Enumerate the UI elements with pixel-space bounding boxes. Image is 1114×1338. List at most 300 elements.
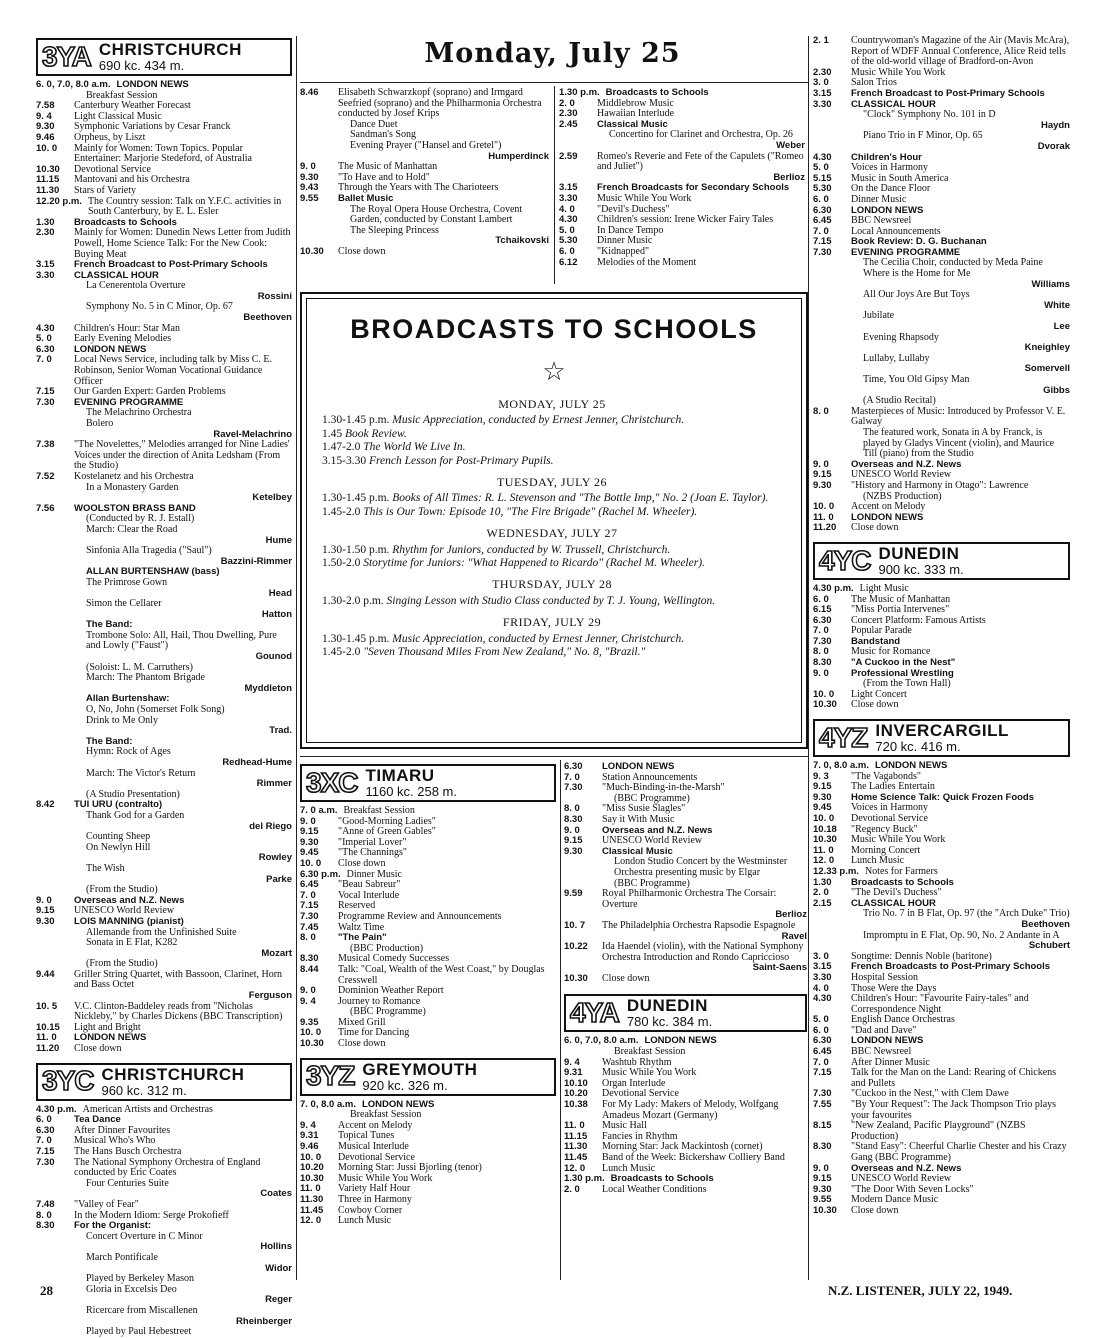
entry-time: 4.30 <box>36 322 55 334</box>
entry-title: Lunch Music <box>338 1215 392 1227</box>
entry-title: "Cuckoo in the Nest," with Clem Dawe <box>851 1088 1009 1100</box>
entry-title: Overseas and N.Z. News <box>602 824 713 836</box>
entry-time: 8. 0 <box>564 803 580 815</box>
entry-time: 3.15 <box>813 961 832 973</box>
entry-composer: Ravel <box>781 930 807 942</box>
entry-title: Counting Sheep <box>86 831 151 843</box>
schools-entry <box>322 455 782 468</box>
entry-title: Journey to Romance <box>338 995 421 1007</box>
listing-entry <box>36 355 292 387</box>
entry-title: The Band: <box>86 735 133 747</box>
entry-title: Breakfast Session <box>86 89 158 101</box>
entry-title: Griller String Quartet, with Bassoon, Clarinet, Horn and Bass Octet <box>74 968 283 991</box>
entry-title: The Wish <box>86 862 125 874</box>
entry-title: UNESCO World Review <box>74 905 175 917</box>
schools-day: THURSDAY, JULY 28 <box>492 577 612 592</box>
entry-title: "Beau Sabreur" <box>338 879 401 891</box>
entry-time: 4.30 <box>813 151 832 163</box>
entry-title: EVENING PROGRAMME <box>74 396 184 408</box>
entry-time: 8. 0 <box>813 646 829 658</box>
entry-composer: Myddleton <box>244 682 292 694</box>
entry-title: Devotional Service <box>74 163 151 175</box>
listing-entry <box>36 186 292 197</box>
entry-title: Close down <box>338 1038 386 1050</box>
entry-title: "A Cuckoo in the Nest" <box>851 657 956 669</box>
entry-title: In the Modern Idiom: Serge Prokofieff <box>74 1209 229 1221</box>
schools-description: The World We Live In. <box>363 441 466 454</box>
entry-title: BBC Newsreel <box>851 215 912 227</box>
entry-title: Evening Rhapsody <box>863 331 939 343</box>
entry-title: Sandman's Song <box>350 129 416 141</box>
schools-entry <box>322 557 782 570</box>
entry-time: 10.18 <box>813 823 837 835</box>
entry-time: 9. 4 <box>300 995 316 1007</box>
schools-time: 1.30-1.45 p.m. <box>322 492 393 505</box>
entry-title: Broadcasts to Schools <box>74 216 177 228</box>
entry-time: 9.15 <box>300 826 319 838</box>
listing-entry <box>559 152 805 173</box>
entry-title: Breakfast Session <box>350 1109 422 1121</box>
entry-title: Melodies of the Moment <box>597 256 697 268</box>
station-4ya <box>564 994 807 1032</box>
entry-time: 9. 0 <box>36 894 52 906</box>
listing-entry <box>564 1153 807 1164</box>
entry-time: 12. 0 <box>813 855 835 867</box>
entry-title: The Sleeping Princess <box>350 224 439 236</box>
entry-time: 10.30 <box>564 972 588 984</box>
entry-title: Music Hall <box>602 1120 647 1132</box>
entry-title: "Stand Easy": Cheerful Charlie Chester and his Crazy Gang (BBC Programme) <box>851 1141 1067 1163</box>
entry-title: "Anne of Green Gables" <box>338 826 436 838</box>
entry-title: Allan Burtenshaw: <box>86 693 170 705</box>
entry-time: 9.45 <box>300 847 319 859</box>
listing-entry <box>813 700 1070 711</box>
listing-entry <box>36 1285 292 1296</box>
entry-title: Devotional Service <box>602 1088 679 1100</box>
listing-entry <box>36 970 292 991</box>
entry-title: LONDON NEWS <box>602 761 675 772</box>
entry-title: Voices in Harmony <box>851 162 929 174</box>
listing-entry <box>564 1047 807 1058</box>
entry-time: 8.30 <box>564 813 583 825</box>
entry-time: 3.30 <box>559 192 578 204</box>
entry-title: Mantovani and his Orchestra <box>74 174 190 186</box>
entry-time: 9.30 <box>813 791 832 803</box>
listing-entry <box>564 794 807 805</box>
entry-title: Programme Review and Announcements <box>338 910 502 922</box>
entry-time: 12. 0 <box>564 1162 586 1174</box>
entry-title: (A Studio Recital) <box>863 395 936 407</box>
entry-time: 8.42 <box>36 799 55 811</box>
entry-title: "Regency Buck" <box>851 823 918 835</box>
entry-title: Bolero <box>86 418 114 429</box>
entry-time: 6.30 p.m. <box>300 868 341 880</box>
entry-time: 7. 0, 8.0 a.m. <box>813 760 869 772</box>
entry-title: The Primrose Gown <box>86 576 168 588</box>
listing-entry <box>36 144 292 165</box>
entry-title: WOOLSTON BRASS BAND <box>74 502 196 514</box>
entry-time: 8. 0 <box>813 405 829 417</box>
entry-time: 9.55 <box>300 192 319 204</box>
entry-title: Hymn: Rock of Ages <box>86 746 171 758</box>
listing-3xc <box>300 806 556 1050</box>
entry-time: 10.30 <box>300 245 324 257</box>
listing-entry <box>813 584 1070 595</box>
entry-time: 2.15 <box>813 897 832 909</box>
entry-title: Played by Berkeley Mason <box>86 1273 195 1285</box>
listing-entry <box>300 88 549 120</box>
page-heading: Monday, July 25 <box>424 38 681 69</box>
entry-title: The Ladies Entertain <box>851 781 935 793</box>
entry-time: 4.30 p.m. <box>813 582 854 594</box>
entry-composer: Rowley <box>258 852 292 864</box>
entry-composer: Berlioz <box>775 909 807 921</box>
entry-time: 9.43 <box>300 182 319 194</box>
listing-entry <box>300 194 549 205</box>
entry-time: 2. 0 <box>559 97 575 109</box>
entry-title: Breakfast Session <box>614 1046 686 1058</box>
listing-entry <box>564 921 807 932</box>
schools-description: French Lesson for Post-Primary Pupils. <box>368 454 554 467</box>
listing-entry <box>564 857 807 878</box>
entry-time: 6.30 <box>813 1035 832 1047</box>
entry-composer: Beethoven <box>1021 918 1070 930</box>
right-column <box>813 36 1070 1280</box>
listing-entry <box>564 815 807 826</box>
entry-composer: Bazzini-Rimmer <box>220 555 292 567</box>
entry-title: Overseas and N.Z. News <box>74 894 185 906</box>
schools-time: 3.15-3.30 <box>322 454 369 467</box>
schools-day: MONDAY, JULY 25 <box>498 397 606 411</box>
entry-time: 7.30 <box>564 782 583 794</box>
entry-title: "The Door With Seven Locks" <box>851 1183 974 1195</box>
entry-time: 7. 0 <box>564 771 580 783</box>
entry-time: 7. 0 <box>36 354 52 366</box>
entry-title: Children's Hour <box>851 151 922 163</box>
entry-time: 8.30 <box>813 657 832 669</box>
station-logo: 4YZ <box>819 721 868 753</box>
listing-entry <box>300 997 556 1008</box>
listing-entry <box>300 933 556 944</box>
entry-title: (BBC Production) <box>350 942 424 954</box>
entry-title: Dinner Music <box>346 868 402 880</box>
listing-entry <box>559 236 805 247</box>
entry-time: 10.30 <box>813 1204 837 1216</box>
entry-title: French Broadcast to Post-Primary Schools <box>74 259 268 271</box>
entry-composer: Rossini <box>257 290 292 302</box>
entry-time: 3. 0 <box>813 950 829 962</box>
entry-title: Dance Duet <box>350 118 398 130</box>
entry-title: Music for Romance <box>851 646 931 658</box>
listing-entry <box>564 1036 807 1047</box>
entry-title: Romeo's Reverie and Fete of the Capulets ("Romeo and Juliet") <box>597 150 804 173</box>
entry-time: 3. 0 <box>813 77 829 89</box>
entry-title: LONDON NEWS <box>851 1035 924 1047</box>
entry-title: Overseas and N.Z. News <box>851 458 962 470</box>
listing-entry <box>36 631 292 652</box>
entry-title: March: The Phantom Brigade <box>86 672 205 684</box>
entry-time: 9. 0 <box>813 667 829 679</box>
entry-time: 11.15 <box>36 174 60 186</box>
entry-title: LONDON NEWS <box>74 1032 147 1044</box>
entry-time: 8.15 <box>813 1120 832 1132</box>
entry-title: Light Music <box>859 582 909 594</box>
heading-rule <box>300 82 808 83</box>
entry-title: La Cenerentola Overture <box>86 280 186 292</box>
entry-title: Morning Star: Jack Mackintosh (cornet) <box>602 1141 763 1153</box>
entry-title: "The Channings" <box>338 847 407 859</box>
entry-time: 11.45 <box>300 1204 324 1216</box>
schools-time: 1.45-2.0 <box>322 646 364 659</box>
entry-title: Early Evening Melodies <box>74 333 172 345</box>
listing-entry <box>813 131 1070 142</box>
left-column <box>36 36 292 1338</box>
entry-composer: Weber <box>776 139 805 151</box>
entry-time: 10. 7 <box>564 919 586 931</box>
entry-title: Vocal Interlude <box>338 889 400 901</box>
listing-entry <box>559 109 805 120</box>
entry-composer: Hollins <box>260 1241 292 1253</box>
entry-time: 3.15 <box>813 87 832 99</box>
entry-title: Reserved <box>338 900 376 912</box>
entry-time: 9.45 <box>813 802 832 814</box>
entry-title: "The Pain" <box>338 932 387 944</box>
entry-title: French Broadcasts to Post-Primary Schools <box>851 961 1051 973</box>
entry-time: 7.30 <box>36 1156 55 1168</box>
entry-title: Those Were the Days <box>851 982 937 994</box>
entry-composer: Ketelbey <box>252 492 292 504</box>
entry-time: 7.15 <box>813 236 832 248</box>
entry-time: 10.30 <box>813 834 837 846</box>
listing-entry <box>564 974 807 985</box>
entry-time: 7.30 <box>813 635 832 647</box>
entry-time: 5.30 <box>813 183 832 195</box>
station-frequency: 900 kc. 333 m. <box>878 561 964 577</box>
entry-composer: Reger <box>265 1294 292 1306</box>
entry-time: 10. 0 <box>300 1151 322 1163</box>
entry-title: CLASSICAL HOUR <box>851 98 936 110</box>
entry-time: 6.30 <box>36 343 55 355</box>
entry-time: 11.30 <box>36 184 60 196</box>
listing-entry <box>300 912 556 923</box>
entry-title: American Artists and Orchestras <box>82 1103 213 1115</box>
listing-entry <box>300 859 556 870</box>
entry-title: CLASSICAL HOUR <box>74 269 159 281</box>
listing-entry <box>36 228 292 260</box>
entry-composer: Hatton <box>261 608 292 620</box>
entry-time: 7.38 <box>36 439 55 451</box>
entry-title: In a Monastery Garden <box>86 481 179 493</box>
schools-time: 1.30-1.45 p.m. <box>322 632 393 645</box>
listing-entry <box>300 1100 556 1111</box>
entry-time: 1.30 <box>36 216 55 228</box>
entry-title: Music While You Work <box>851 66 946 78</box>
listing-entry <box>813 1121 1070 1142</box>
entry-time: 9. 0 <box>813 458 829 470</box>
listing-entry <box>813 375 1070 386</box>
entry-title: UNESCO World Review <box>851 1173 952 1185</box>
entry-title: In Dance Tempo <box>597 224 664 236</box>
station-city: TIMARU <box>365 766 435 785</box>
entry-time: 7.48 <box>36 1198 55 1210</box>
mid-bottom-left <box>300 762 556 1280</box>
entry-time: 10.30 <box>36 163 60 175</box>
entry-time: 9.30 <box>300 836 319 848</box>
entry-time: 6. 0 <box>813 1024 829 1036</box>
entry-time: 7. 0 <box>36 1135 52 1147</box>
entry-title: Fancies in Rhythm <box>602 1130 678 1142</box>
entry-title: Topical Tunes <box>338 1130 395 1142</box>
entry-time: 9.59 <box>564 888 583 900</box>
entry-title: "Imperial Lover" <box>338 836 407 848</box>
entry-composer: Rimmer <box>256 778 292 790</box>
entry-title: Modern Dance Music <box>851 1194 939 1206</box>
listing-3yc <box>36 1105 292 1338</box>
entry-title: LONDON NEWS <box>644 1035 717 1047</box>
entry-title: Waltz Time <box>338 921 385 933</box>
listing-entry <box>300 1216 556 1227</box>
entry-time: 10. 0 <box>36 142 58 154</box>
entry-time: 9.30 <box>36 915 55 927</box>
entry-time: 12.33 p.m. <box>813 865 859 877</box>
entry-title: Sinfonia Alla Tragedia ("Saul") <box>86 545 212 557</box>
listing-entry <box>36 197 292 218</box>
entry-time: 9.30 <box>300 171 319 183</box>
entry-time: 10. 5 <box>36 1000 58 1012</box>
entry-time: 10.38 <box>564 1099 588 1111</box>
entry-time: 9.46 <box>36 131 55 143</box>
schools-time: 1.45 <box>322 427 345 440</box>
entry-title: Children's Hour: "Favourite Fairy-tales" and Correspondence Night <box>851 993 1029 1015</box>
entry-time: 10. 0 <box>300 857 322 869</box>
page-number: 28 <box>40 1283 53 1298</box>
station-3ya <box>36 38 292 76</box>
entry-time: 10. 0 <box>813 813 835 824</box>
entry-time: 10.30 <box>813 699 837 711</box>
listing-entry <box>36 578 292 589</box>
entry-time: 2.59 <box>559 150 578 162</box>
entry-title: Elisabeth Schwarzkopf (soprano) and Irmgard Seefried (soprano) and the Philharmonia Orchestra conducted by Josef Krips <box>338 87 542 120</box>
entry-title: Evening Prayer ("Hansel and Gretel") <box>350 139 502 151</box>
entry-time: 8. 0 <box>300 932 316 944</box>
entry-title: Music While You Work <box>338 1172 433 1184</box>
listing-entry <box>813 867 1070 878</box>
entry-time: 6.15 <box>813 604 832 616</box>
listing-entry <box>564 836 807 847</box>
entry-title: (From the Town Hall) <box>863 678 951 690</box>
entry-time: 9.15 <box>564 835 583 847</box>
entry-time: 3.30 <box>813 98 832 110</box>
entry-title: Close down <box>851 522 899 534</box>
listing-entry <box>813 428 1070 460</box>
entry-time: 9. 0 <box>564 824 580 836</box>
entry-title: Voices in Harmony <box>851 802 929 814</box>
entry-title: Breakfast Session <box>343 805 415 816</box>
listing-entry <box>564 1185 807 1196</box>
mid-separator <box>300 756 808 757</box>
entry-time: 9. 0 <box>813 1162 829 1174</box>
entry-time: 9.31 <box>300 1130 319 1142</box>
entry-title: Played by Paul Hebestreet <box>86 1326 192 1338</box>
entry-time: 6. 0, 7.0, 8.0 a.m. <box>564 1035 639 1047</box>
entry-title: "By Your Request": The Jack Thompson Trio plays your favourites <box>851 1099 1057 1121</box>
schools-time: 1.50-2.0 <box>322 557 364 570</box>
entry-title: The Philadelphia Orchestra Rapsodie Espagnole <box>602 919 796 931</box>
entry-composer: Saint-Saens <box>752 962 807 974</box>
schools-description: Storytime for Juniors: "What Happened to Ricardo" (Rachel M. Wheeler). <box>363 557 705 570</box>
entry-time: 10. 0 <box>300 1027 322 1039</box>
entry-title: Close down <box>338 857 386 869</box>
schools-day: FRIDAY, JULY 29 <box>502 615 602 630</box>
listing-entry <box>36 864 292 875</box>
entry-time: 11.30 <box>564 1141 588 1153</box>
listing-entry <box>300 965 556 986</box>
entry-title: Canterbury Weather Forecast <box>74 100 191 112</box>
entry-title: Station Announcements <box>602 771 698 783</box>
entry-time: 10.15 <box>36 1021 60 1033</box>
entry-title: Through the Years with The Charioteers <box>338 182 499 194</box>
entry-title: Trombone Solo: All, Hail, Thou Dwelling, Pure and Lowly ("Faust") <box>86 629 277 652</box>
entry-time: 2. 1 <box>813 35 829 46</box>
entry-title: TUI URU (contralto) <box>74 799 163 811</box>
entry-title: The Royal Opera House Orchestra, Covent Garden, conducted by Constant Lambert <box>350 203 523 226</box>
schools-description: "Seven Thousand Miles From New Zealand," No. 8, "Brazil." <box>363 646 646 659</box>
entry-title: Close down <box>851 699 899 711</box>
schools-time: 1.30-2.0 p.m. <box>322 594 387 607</box>
entry-time: 8.30 <box>813 1141 832 1153</box>
listing-entry <box>564 1100 807 1121</box>
listing-entry <box>564 762 807 773</box>
listing-entry <box>813 481 1070 492</box>
entry-composer: Williams <box>1031 278 1070 290</box>
entry-time: 11.20 <box>813 522 837 534</box>
entry-time: 4.30 p.m. <box>36 1103 77 1115</box>
entry-title: UNESCO World Review <box>851 469 952 481</box>
entry-title: Broadcasts to Schools <box>610 1173 714 1185</box>
mid-bottom-rule <box>560 760 561 1280</box>
entry-title: Masterpieces of Music: Introduced by Professor V. E. Galway <box>851 405 1066 428</box>
listing-entry <box>559 99 805 110</box>
listing-entry <box>300 120 549 131</box>
entry-title: Close down <box>602 972 650 984</box>
entry-time: 3.30 <box>813 971 832 983</box>
station-frequency: 960 kc. 312 m. <box>101 1082 187 1098</box>
listing-entry <box>559 130 805 141</box>
schools-entry <box>322 633 782 646</box>
entry-title: Morning Concert <box>851 844 921 856</box>
schools-entry <box>322 428 782 441</box>
entry-title: ALLAN BURTENSHAW (bass) <box>86 566 220 578</box>
entry-time: 10.30 <box>300 1172 324 1184</box>
entry-title: (Soloist: L. M. Carruthers) <box>86 661 193 673</box>
entry-composer: Dvorak <box>1037 140 1070 152</box>
entry-title: Tea Dance <box>74 1114 121 1126</box>
entry-composer: Mozart <box>261 947 292 959</box>
entry-title: Cowboy Corner <box>338 1204 403 1216</box>
listing-4ya-afternoon <box>813 36 1070 534</box>
entry-title: Stars of Variety <box>74 184 137 196</box>
entry-title: Simon the Cellarer <box>86 598 162 610</box>
listing-entry <box>36 80 292 91</box>
listing-entry <box>559 215 805 226</box>
schools-time: 1.47-2.0 <box>322 441 364 454</box>
entry-title: "Valley of Fear" <box>74 1198 139 1210</box>
entry-time: 7.55 <box>813 1099 832 1111</box>
listing-entry <box>559 88 805 99</box>
entry-composer: White <box>1044 299 1070 311</box>
listing-entry <box>36 599 292 610</box>
entry-title: Talk: "Coal, Wealth of the West Coast," by Douglas Cresswell <box>338 963 545 986</box>
